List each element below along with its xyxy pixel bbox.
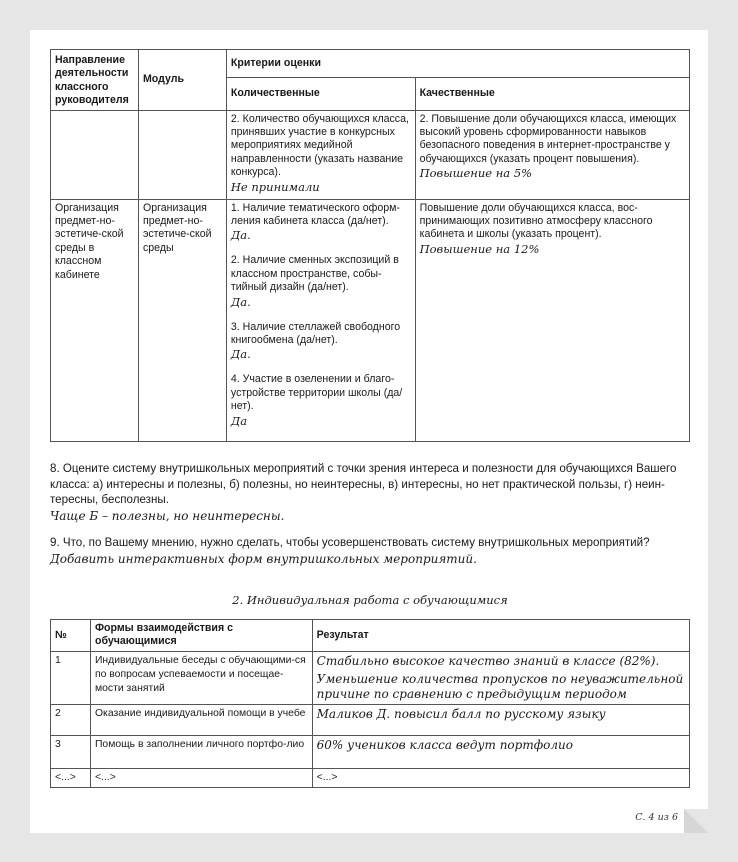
handwritten-answer: Да. xyxy=(230,347,251,362)
direction-cell: Организация предмет-но-эстетиче-ской среды в классном кабинете xyxy=(51,199,139,441)
quant-criterion-text: 1. Наличие тематического оформ-ления кабинета класса (да/нет). xyxy=(230,201,400,228)
row-number: <...> xyxy=(51,768,91,787)
table-cell xyxy=(226,199,415,441)
page-number: С. 4 из 6 xyxy=(635,812,678,823)
table-header-row xyxy=(51,620,690,652)
result-cell xyxy=(312,651,689,704)
form-cell: Помощь в заполнении личного портфо-лио xyxy=(90,735,312,768)
handwritten-answer: Добавить интерактивных форм внутришкольных мероприятий. xyxy=(50,551,477,566)
handwritten-answer: Стабильно высокое качество знаний в классе (82%). xyxy=(316,653,660,668)
table-cell xyxy=(415,110,689,199)
quant-criterion-text: 4. Участие в озеленении и благо-устройстве территории школы (да/нет). xyxy=(230,373,403,413)
handwritten-answer: Да xyxy=(230,413,248,428)
handwritten-answer: Маликов Д. повысил балл по русскому языку xyxy=(316,706,606,721)
module-cell: Организация предмет-но-эстетиче-ской среды xyxy=(138,199,226,441)
handwritten-answer: Да. xyxy=(230,228,251,243)
header-direction: Направление деятельности классного руководителя xyxy=(51,50,139,111)
handwritten-answer: Чаще Б – полезны, но неинтересны. xyxy=(50,508,285,523)
table-cell xyxy=(138,110,226,199)
header-criteria: Критерии оценки xyxy=(226,50,689,78)
individual-work-table xyxy=(50,619,690,788)
header-qualitative: Качественные xyxy=(415,77,689,110)
page-corner-fold xyxy=(684,809,708,833)
table-row xyxy=(51,110,690,199)
handwritten-answer: Не принимали xyxy=(230,179,320,194)
table-row xyxy=(51,704,690,735)
form-cell: Индивидуальные беседы с обучающими-ся по вопросам успеваемости и посещае-мости занятий xyxy=(90,651,312,704)
result-cell xyxy=(312,735,689,768)
result-cell: <...> xyxy=(312,768,689,787)
form-cell: Оказание индивидуальной помощи в учебе xyxy=(90,704,312,735)
row-number: 2 xyxy=(51,704,91,735)
table-cell xyxy=(226,110,415,199)
row-number: 3 xyxy=(51,735,91,768)
qual-criterion-text: 2. Повышение доли обучающихся класса, имеющих высокий уровень сформированности навыков безопасного поведения в интернет-пространстве у обучающихся (указать процент повышения). xyxy=(419,112,677,165)
question-text: 8. Оцените систему внутришкольных мероприятий с точки зрения интереса и полезности для обучающихся Вашего класса: а) интересны и полезны, б) полезны, но неинтересны, в) интересны, но нет практической пользы, г) неин-тересны, бесполезны. xyxy=(50,462,677,506)
header-quantitative: Количественные xyxy=(226,77,415,110)
table-cell xyxy=(415,199,689,441)
header-result: Результат xyxy=(312,620,689,652)
handwritten-answer: Да. xyxy=(230,294,251,309)
row-number: 1 xyxy=(51,651,91,704)
question-9 xyxy=(50,535,690,567)
handwritten-answer: Повышение на 5% xyxy=(419,166,533,181)
table-cell xyxy=(51,110,139,199)
criteria-table xyxy=(50,49,690,442)
handwritten-answer: 60% учеников класса ведут портфолио xyxy=(316,737,573,752)
table-header-row xyxy=(51,50,690,78)
quant-criterion-text: 2. Количество обучающихся класса, принявших участие в конкурсных мероприятиях медийной направленности (указать название конкурса). xyxy=(230,112,409,179)
question-8 xyxy=(50,461,690,524)
header-module: Модуль xyxy=(138,50,226,111)
quant-criterion-text: 2. Наличие сменных экспозиций в классном пространстве, собы-тийный дизайн (да/нет). xyxy=(230,254,399,294)
handwritten-answer: Повышение на 12% xyxy=(419,241,540,256)
handwritten-answer: Уменьшение количества пропусков по неуважительной причине по сравнению с предыдущим периодом xyxy=(316,671,684,701)
table-row xyxy=(51,651,690,704)
result-cell xyxy=(312,704,689,735)
form-cell: <...> xyxy=(90,768,312,787)
question-text: 9. Что, по Вашему мнению, нужно сделать, чтобы усовершенствовать систему внутришкольных мероприятий? xyxy=(50,536,650,549)
table-row xyxy=(51,735,690,768)
table-row xyxy=(51,199,690,441)
qual-criterion-text: Повышение доли обучающихся класса, вос-принимающих позитивно атмосферу классного кабинета и школы (указать процент). xyxy=(419,201,653,241)
header-forms: Формы взаимодействия с обучающимися xyxy=(90,620,312,652)
header-num: № xyxy=(51,620,91,652)
table-row xyxy=(51,768,690,787)
section-caption: 2. Индивидуальная работа с обучающимися xyxy=(232,593,508,607)
quant-criterion-text: 3. Наличие стеллажей свободного книгообмена (да/нет). xyxy=(230,320,401,347)
